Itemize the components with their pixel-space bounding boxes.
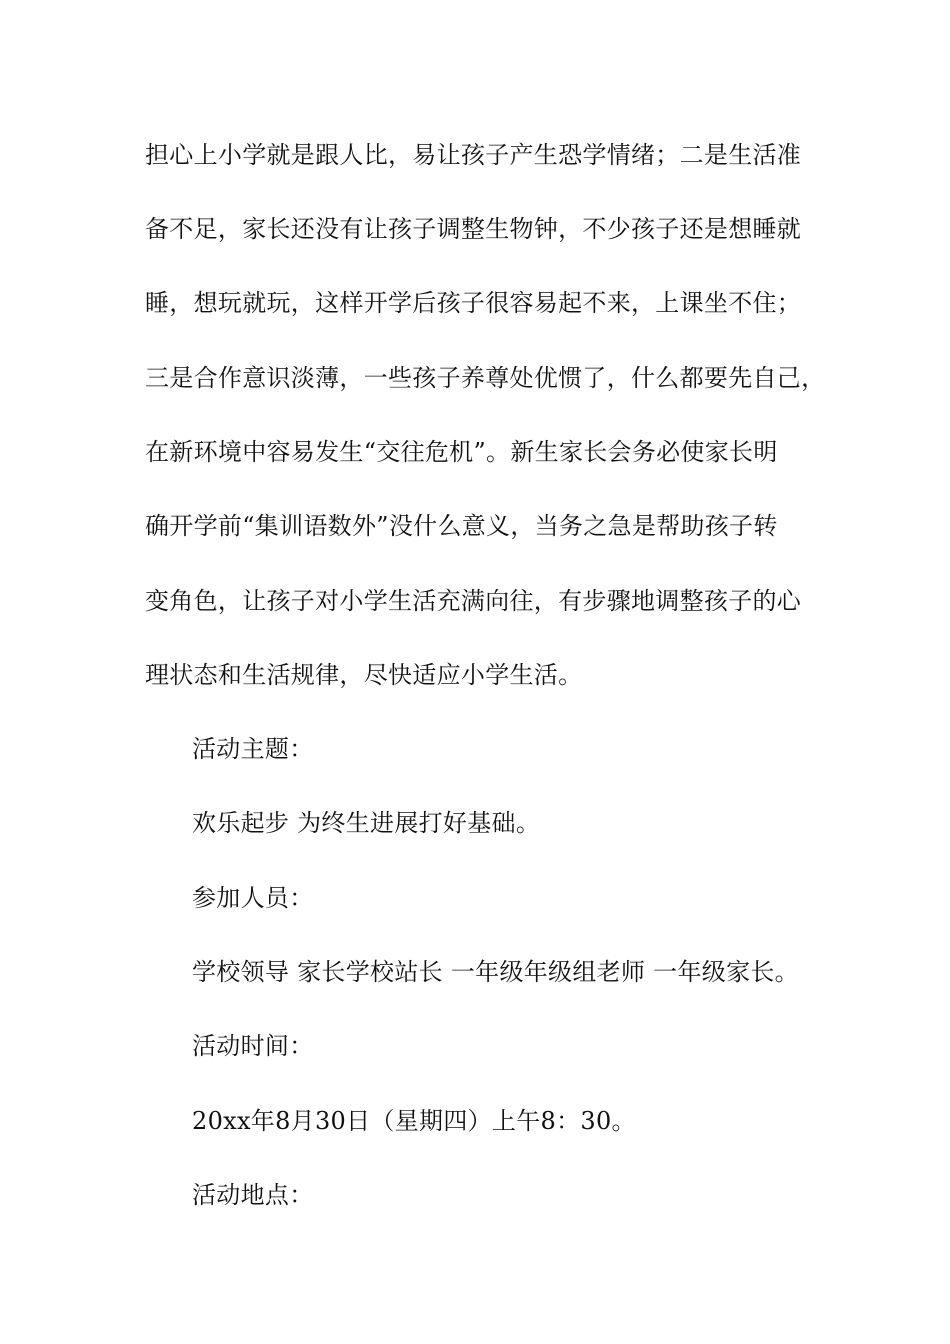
paragraph-line: 变角色，让孩子对小学生活充满向往，有步骤地调整孩子的心 — [145, 587, 802, 615]
paragraph-line: 备不足，家长还没有让孩子调整生物钟，不少孩子还是想睡就 — [145, 215, 802, 243]
paragraph-line: 理状态和生活规律，尽快适应小学生活。 — [145, 661, 583, 689]
section-content-time: 20xx年8月30日（星期四）上午8：30。 — [192, 1107, 636, 1135]
paragraph-line: 睡，想玩就玩，这样开学后孩子很容易起不来，上课坐不住； — [145, 289, 802, 317]
paragraph-line: 确开学前“集训语数外”没什么意义，当务之急是帮助孩子转 — [145, 512, 778, 540]
section-heading-participants: 参加人员： — [192, 884, 314, 912]
section-heading-location: 活动地点： — [192, 1181, 314, 1209]
section-heading-time: 活动时间： — [192, 1032, 314, 1060]
section-content-participants: 学校领导 家长学校站长 一年级年级组老师 一年级家长。 — [192, 958, 799, 986]
section-content-theme: 欢乐起步 为终生进展打好基础。 — [192, 809, 541, 837]
paragraph-line: 三是合作意识淡薄，一些孩子养尊处优惯了，什么都要先自己， — [145, 364, 826, 392]
section-heading-theme: 活动主题： — [192, 735, 314, 763]
paragraph-line: 担心上小学就是跟人比，易让孩子产生恐学情绪；二是生活准 — [145, 141, 802, 169]
paragraph-line: 在新环境中容易发生“交往危机”。新生家长会务必使家长明 — [145, 438, 778, 466]
